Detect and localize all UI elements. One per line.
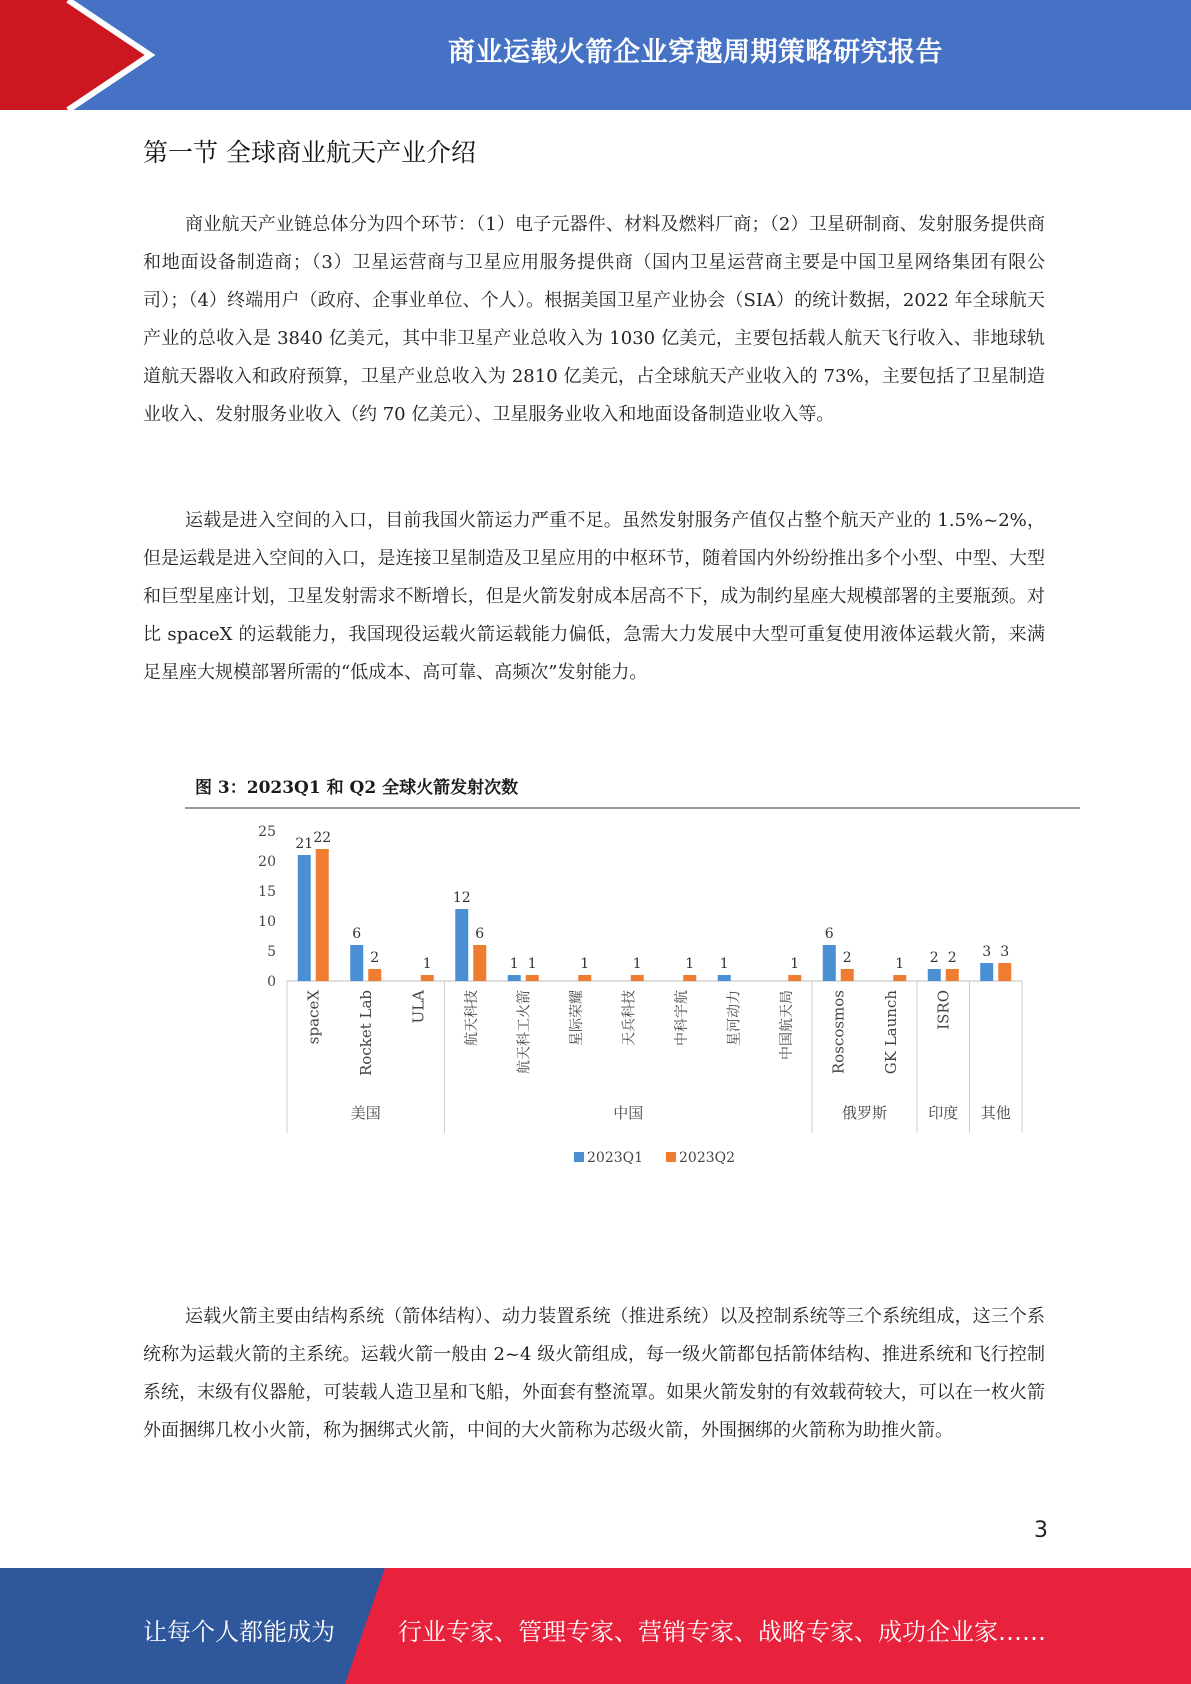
bar-2023q2: [631, 975, 644, 981]
bar-2023q2: [578, 975, 591, 981]
chart-title: 图 3：2023Q1 和 Q2 全球火箭发射次数: [195, 778, 519, 798]
bar-data-label: 2: [842, 950, 852, 966]
bar-2023q2: [473, 945, 486, 981]
y-tick-label: 10: [258, 914, 276, 930]
legend-swatch-2023q2: [666, 1152, 676, 1162]
bar-2023q2: [946, 969, 959, 981]
country-group-label: 俄罗斯: [841, 1104, 888, 1122]
footer-slogan-left: 让每个人都能成为: [143, 1618, 335, 1646]
bar-data-label: 1: [632, 956, 642, 972]
page-number: 3: [1034, 1518, 1048, 1543]
y-tick-label: 20: [258, 854, 276, 870]
bar-2023q1: [823, 945, 836, 981]
bar-data-label: 1: [790, 956, 800, 972]
country-group-label: 印度: [928, 1104, 959, 1122]
bar-data-label: 6: [475, 926, 485, 942]
footer-slogan-right: 行业专家、管理专家、营销专家、战略专家、成功企业家……: [398, 1618, 1046, 1646]
bar-2023q1: [718, 975, 731, 981]
bar-data-label: 6: [352, 926, 362, 942]
y-tick-label: 15: [258, 884, 276, 900]
bar-data-label: 1: [895, 956, 905, 972]
bar-2023q1: [298, 855, 311, 981]
bar-2023q2: [526, 975, 539, 981]
category-label: 天兵科技: [621, 990, 638, 1046]
y-tick-label: 5: [267, 944, 276, 960]
bar-data-label: 1: [509, 956, 519, 972]
bar-2023q2: [683, 975, 696, 981]
bar-2023q1: [508, 975, 521, 981]
bar-data-label: 22: [313, 830, 332, 846]
y-tick-label: 0: [267, 974, 276, 990]
bar-data-label: 1: [719, 956, 729, 972]
category-label: 航天科工火箭: [516, 990, 533, 1074]
bar-2023q1: [455, 909, 468, 981]
launch-count-chart: [180, 770, 1085, 1180]
page-footer: [0, 1568, 1191, 1684]
legend-swatch-2023q1: [574, 1152, 584, 1162]
category-label: Roscosmos: [829, 990, 848, 1075]
bar-data-label: 1: [527, 956, 537, 972]
category-label: ULA: [409, 990, 428, 1024]
bar-2023q2: [316, 849, 329, 981]
category-label: 星河动力: [726, 990, 743, 1046]
category-label: 星际荣耀: [568, 990, 585, 1046]
category-label: spaceX: [304, 990, 323, 1045]
bar-data-label: 6: [824, 926, 834, 942]
category-label: 航天科技: [463, 990, 480, 1046]
country-group-label: 其他: [980, 1104, 1011, 1122]
country-group-label: 美国: [350, 1104, 381, 1122]
bar-2023q2: [998, 963, 1011, 981]
section-title: 第一节 全球商业航天产业介绍: [143, 138, 476, 167]
report-title: 商业运载火箭企业穿越周期策略研究报告: [448, 37, 943, 68]
country-group-label: 中国: [613, 1104, 644, 1122]
body-paragraph-3: 运载火箭主要由结构系统（箭体结构）、动力装置系统（推进系统）以及控制系统等三个系统组成，这三个系统称为运载火箭的主系统。运载火箭一般由 2~4 级火箭组成，每一级火箭都包括箭体结构、推进系统和飞行控制系统，末级有仪器舱，可装载人造卫星和飞船，外面套有整流罩。如果火箭发射的有效载荷较大，可以在一枚火箭外面捆绑几枚小火箭，称为捆绑式火箭，中间的大火箭称为芯级火箭，外围捆绑的火箭称为助推火箭。: [143, 1306, 1045, 1441]
bar-data-label: 2: [947, 950, 957, 966]
bar-data-label: 2: [370, 950, 380, 966]
bar-data-label: 3: [1000, 944, 1010, 960]
bar-2023q1: [928, 969, 941, 981]
body-paragraph-2: 运载是进入空间的入口，目前我国火箭运力严重不足。虽然发射服务产值仅占整个航天产业的 1.5%~2%，但是运载是进入空间的入口，是连接卫星制造及卫星应用的中枢环节，随着国内外纷纷推出多个小型、中型、大型和巨型星座计划，卫星发射需求不断增长，但是火箭发射成本居高不下，成为制约星座大规模部署的主要瓶颈。对比 spaceX 的运载能力，我国现役运载火箭运载能力偏低，急需大力发展中大型可重复使用液体运载火箭，来满足星座大规模部署所需的“低成本、高可靠、高频次”发射能力。: [143, 510, 1045, 683]
bar-2023q2: [788, 975, 801, 981]
bar-2023q2: [421, 975, 434, 981]
chart-svg: [180, 770, 1085, 1180]
legend-label-2023q2: 2023Q2: [679, 1150, 736, 1166]
bar-2023q2: [368, 969, 381, 981]
bar-data-label: 3: [982, 944, 992, 960]
category-label: ISRO: [934, 990, 953, 1030]
bar-data-label: 12: [452, 890, 471, 906]
bar-2023q2: [893, 975, 906, 981]
page-header: [0, 0, 1191, 110]
bar-data-label: 1: [685, 956, 695, 972]
bar-data-label: 1: [580, 956, 590, 972]
bar-data-label: 1: [422, 956, 432, 972]
bar-2023q1: [980, 963, 993, 981]
category-label: GK Launch: [881, 990, 900, 1075]
category-label: 中国航天局: [778, 990, 795, 1060]
bar-data-label: 2: [929, 950, 939, 966]
y-tick-label: 25: [258, 824, 276, 840]
category-label: Rocket Lab: [356, 990, 375, 1076]
bar-data-label: 21: [295, 836, 314, 852]
header-arrow-decoration: [0, 0, 160, 110]
body-paragraph-1: 商业航天产业链总体分为四个环节：（1）电子元器件、材料及燃料厂商；（2）卫星研制商、发射服务提供商和地面设备制造商；（3）卫星运营商与卫星应用服务提供商（国内卫星运营商主要是中国卫星网络集团有限公司）；（4）终端用户（政府、企事业单位、个人）。根据美国卫星产业协会（SIA）的统计数据，2022 年全球航天产业的总收入是 3840 亿美元，其中非卫星产业总收入为 1030 亿美元，主要包括载人航天飞行收入、非地球轨道航天器收入和政府预算，卫星产业总收入为 2810 亿美元，占全球航天产业收入的 73%，主要包括了卫星制造业收入、发射服务业收入（约 70 亿美元）、卫星服务业收入和地面设备制造业收入等。: [143, 214, 1045, 425]
category-label: 中科宇航: [673, 990, 690, 1046]
bar-2023q1: [350, 945, 363, 981]
legend-label-2023q1: 2023Q1: [587, 1150, 644, 1166]
bar-2023q2: [841, 969, 854, 981]
